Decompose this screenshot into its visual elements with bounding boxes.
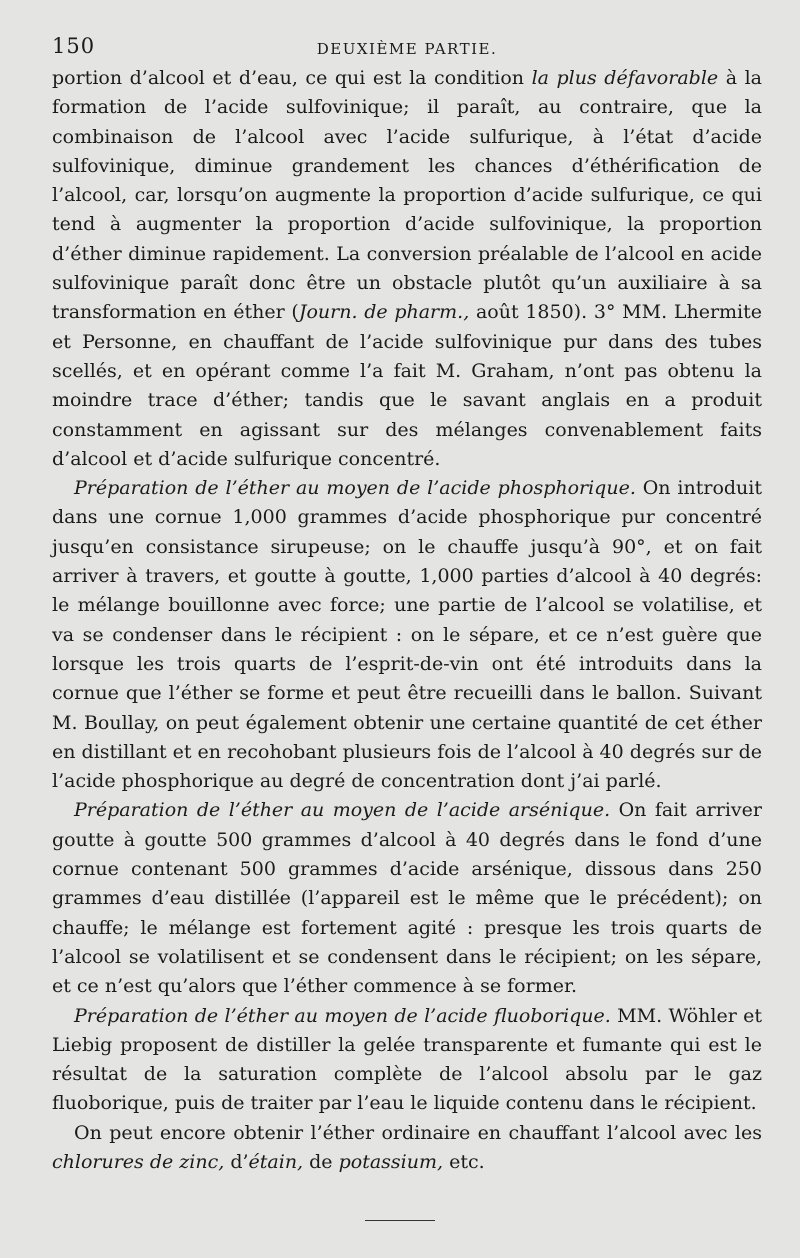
paragraph-text: portion d’alcool et d’eau, ce qui est la condition (52, 67, 532, 89)
section-heading-italic: Préparation de l’éther au moyen de l’acide phosphorique. (74, 477, 636, 500)
paragraph-text: à la formation de l’acide sulfovinique; il paraît, au contraire, que la combinaison de l’alcool avec l’acide sulfurique, à l’état d’acide sulfovinique, diminue grandement les chances d’éthérification de l’alcool, car, lorsqu’on augmente la proportion d’acide sulfurique, ce qui tend à augmenter la proportion d’acide sulfovinique, la proportion d’éther diminue rapidement. La conversion préalable de l’alcool en acide sulfovinique paraît donc être un obstacle plutôt qu’un auxiliaire à sa transformation en éther ( (52, 67, 763, 324)
emphasis-text: potassium, (338, 1150, 444, 1173)
paragraph-text: de (303, 1150, 339, 1173)
paragraph-text: etc. (443, 1150, 485, 1173)
body-text (52, 64, 762, 1177)
paragraph-text: On introduit dans une cornue 1,000 grammes d’acide phosphorique pur concentré jusqu’en consistance sirupeuse; on le chauffe jusqu’à 90°, et on fait arriver à travers, et goutte à goutte, 1,000 parties d’alcool à 40 degrés: le mélange bouillonne avec force; une partie de l’alcool se volatilise, et va se condenser dans le récipient : on le sépare, et ce n’est guère que lorsque les trois quarts de l’esprit-de-vin ont été introduits dans la cornue que l’éther se forme et peut être recueilli dans le ballon. Suivant M. Boullay, on peut également obtenir une certaine quantité de cet éther en distillant et en recohobant plusieurs fois de l’alcool à 40 degrés sur de l’acide phosphorique au degré de concentration dont j’ai parlé. (52, 477, 762, 793)
paragraph-text: On fait arriver goutte à goutte 500 grammes d’alcool à 40 degrés dans le fond d’une cornue contenant 500 grammes d’acide arsénique, dissous dans 250 grammes d’eau distillée (l’appareil est le même que le précédent); on chauffe; le mélange est fortement agité : presque les trois quarts de l’alcool se volatilisent et se condensent dans le récipient; on les sépare, et ce n’est qu’alors que l’éther commence à se former. (52, 799, 762, 998)
paragraph-text: août 1850). 3° MM. Lhermite et Personne, en chauffant de l’acide sulfovinique pur dans des tubes scellés, et en opérant comme l’a fait M. Graham, n’ont pas obtenu la moindre trace d’éther; tandis que le savant anglais en a produit constamment en agissant sur des mélanges convenablement faits d’alcool et d’acide sulfurique concentré. (52, 301, 762, 470)
paragraph-text: On peut encore obtenir l’éther ordinaire en chauffant l’alcool avec les (74, 1121, 762, 1144)
paragraph-acide-arsenique (52, 796, 762, 1001)
end-rule (365, 1220, 435, 1221)
citation-text: Journ. de pharm., (298, 301, 470, 324)
emphasis-text: chlorures de zinc, (52, 1150, 225, 1173)
page-header (52, 34, 762, 62)
section-heading-italic: Préparation de l’éther au moyen de l’acide arsénique. (74, 799, 611, 822)
paragraph-sulfovinique (52, 64, 762, 474)
section-heading-italic: Préparation de l’éther au moyen de l’acide fluoborique. (74, 1004, 611, 1027)
running-head: DEUXIÈME PARTIE. (316, 40, 498, 58)
page-number: 150 (52, 34, 96, 58)
paragraph-text: d’ (224, 1150, 249, 1173)
paragraph-acide-fluoborique (52, 1002, 762, 1119)
emphasis-text: étain, (248, 1150, 304, 1173)
emphasis-text: la plus défavorable (531, 67, 719, 89)
paragraph-acide-phosphorique (52, 474, 762, 796)
paragraph-text: MM. Wöhler et Liebig proposent de distiller la gelée transparente et fumante qui est le résultat de la saturation complète de l’alcool absolu par le gaz fluoborique, puis de traiter par l’eau le liquide contenu dans le récipient. (52, 1004, 763, 1115)
paragraph-chlorures (52, 1119, 762, 1178)
